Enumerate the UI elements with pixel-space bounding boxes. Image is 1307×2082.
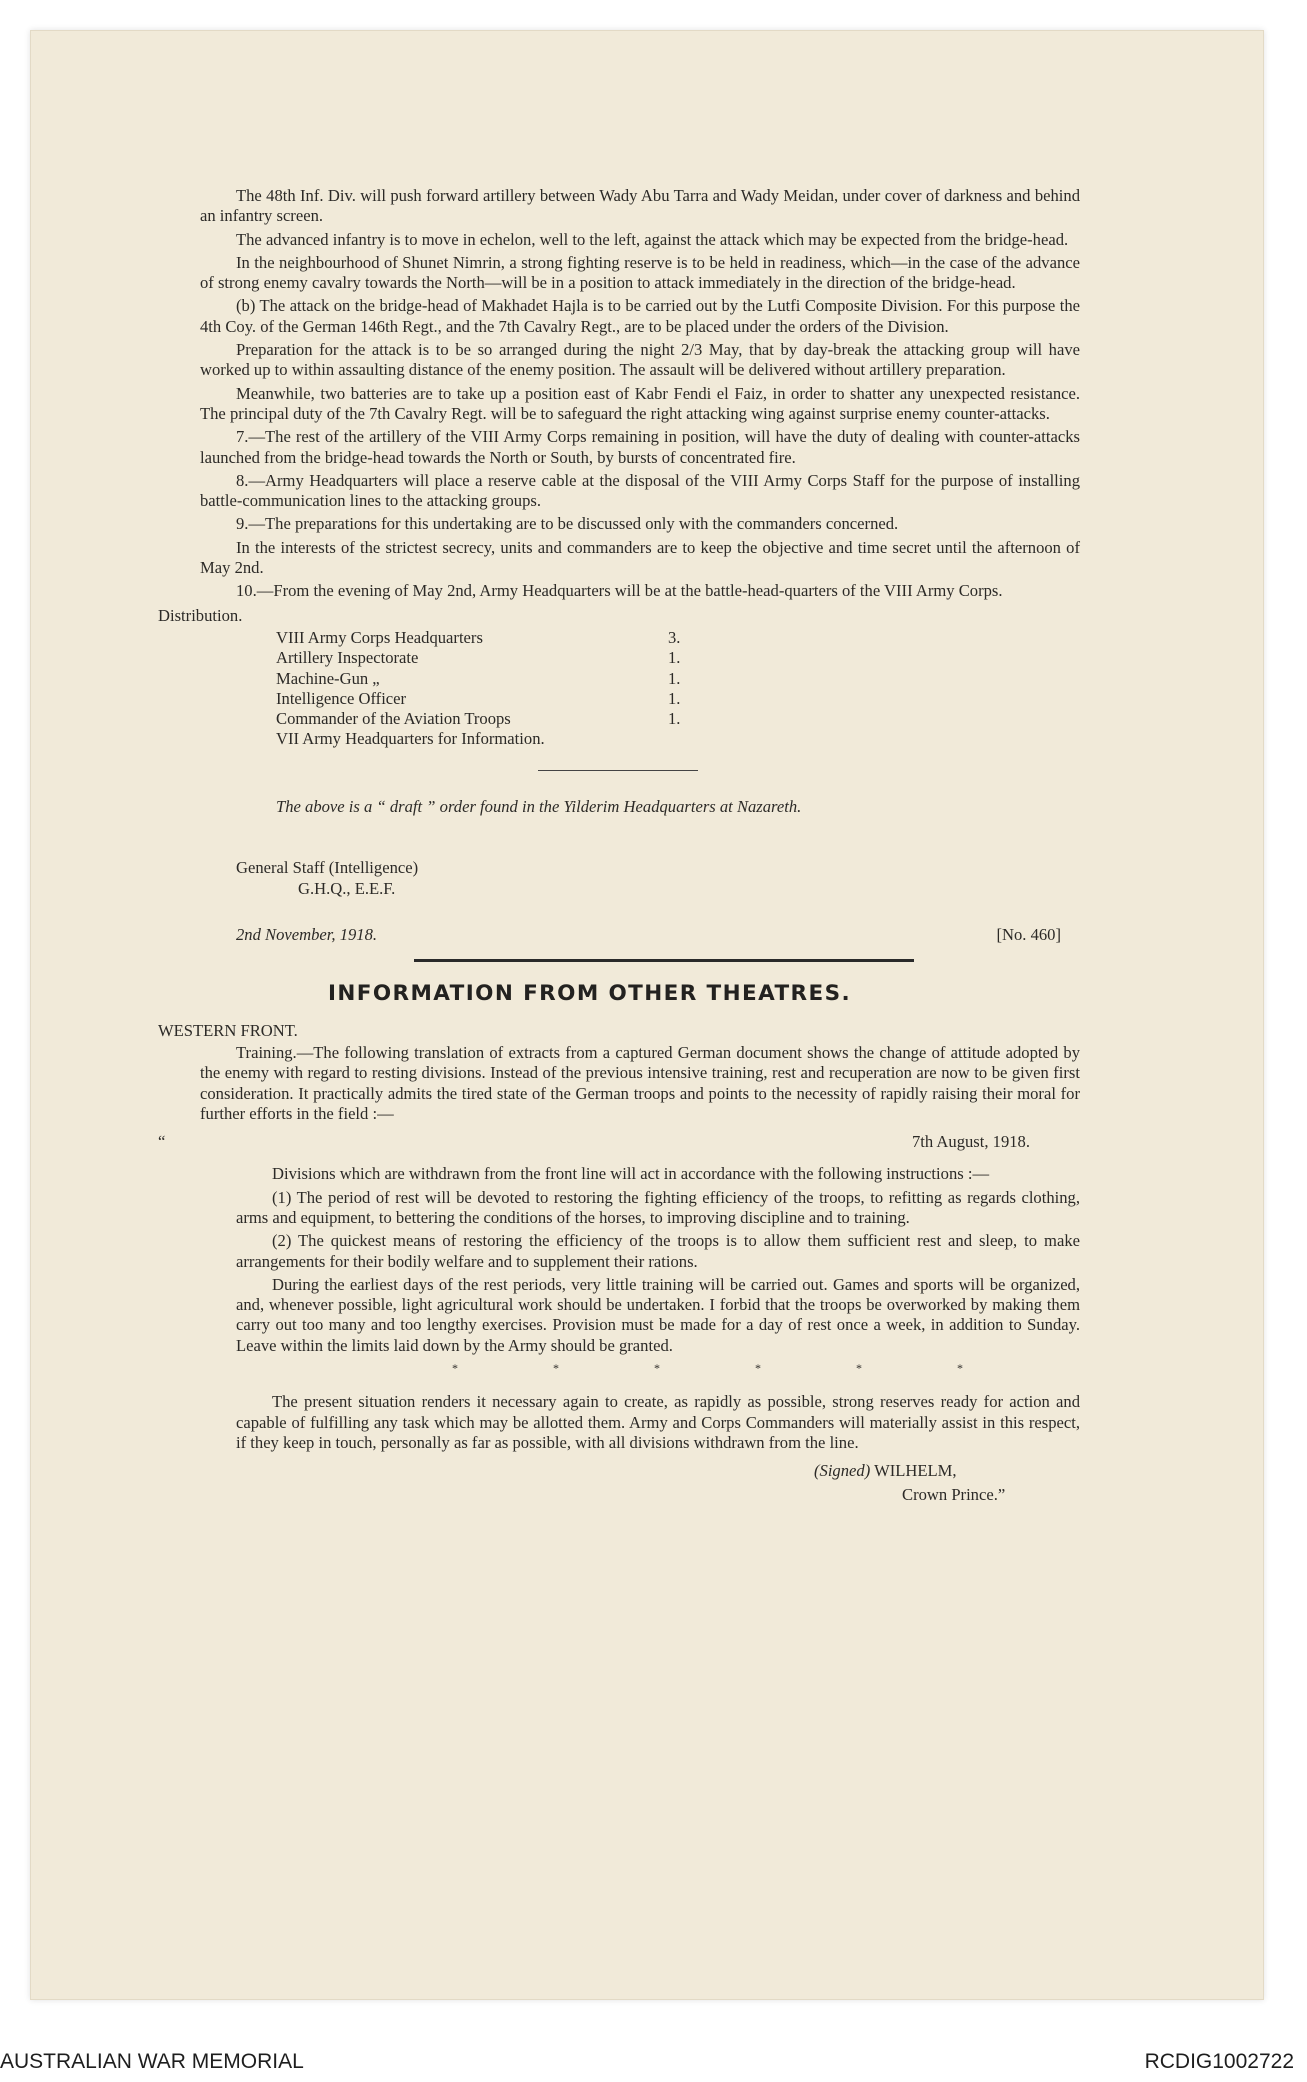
paragraph: The advanced infantry is to move in echelon, well to the left, against the attack which may be expected from the bridge-head.: [236, 229, 1069, 249]
general-staff-block: [236, 857, 1080, 899]
paragraph: The 48th Inf. Div. will push forward artillery between Wady Abu Tarra and Wady Meidan, under cover of darkness and behind an infantry screen.: [200, 186, 1080, 226]
issue-date: 2nd November, 1918.: [236, 925, 378, 945]
heading-rule: [414, 959, 914, 962]
distribution-label: Distribution.: [158, 605, 243, 625]
document-body: [158, 186, 1080, 1507]
distribution-row: [276, 669, 776, 689]
footer-right: RCDIG1002722: [1144, 2050, 1294, 2073]
ghq-line: G.H.Q., E.E.F.: [298, 879, 396, 899]
quoted-order: [236, 1164, 1080, 1507]
general-staff-line: General Staff (Intelligence): [236, 858, 419, 878]
distribution-row: [276, 628, 776, 648]
distribution-name: Artillery Inspectorate: [276, 648, 419, 668]
paragraph: (b) The attack on the bridge-head of Makhadet Hajla is to be carried out by the Lutfi Composite Division. For this purpose the 4th Coy. of the German 146th Regt., and the 7th Cavalry Regt., are to be placed under the orders of the Division.: [200, 296, 1080, 336]
quote-paragraph: (2) The quickest means of restoring the efficiency of the troops is to allow them sufficient rest and sleep, to make arrangements for their bodily welfare and to supplement their rations.: [236, 1231, 1080, 1271]
paragraph: 7.—The rest of the artillery of the VIII Army Corps remaining in position, will have the duty of dealing with counter-attacks launched from the bridge-head towards the North or South, by bursts of concentrated fire.: [200, 427, 1080, 467]
distribution-name: VIII Army Corps Headquarters: [276, 627, 483, 647]
paragraph: In the neighbourhood of Shunet Nimrin, a strong fighting reserve is to be held in readiness, which—in the case of the advance of strong enemy cavalry towards the North—will be in a position to attack immediately in the direction of the bridge-head.: [200, 252, 1080, 293]
paragraph: Preparation for the attack is to be so arranged during the night 2/3 May, that by day-break the attacking group will have worked up to within assaulting distance of the enemy position. The assault will be delivered without artillery preparation.: [200, 340, 1080, 380]
paragraph: Meanwhile, two batteries are to take up a position east of Kabr Fendi el Faiz, in order to shatter any unexpected resistance. The principal duty of the 7th Cavalry Regt. will be to safeguard the right attacking wing against surprise enemy counter-attacks.: [200, 383, 1080, 423]
paragraph: 8.—Army Headquarters will place a reserve cable at the disposal of the VIII Army Corps Staff for the purpose of installing battle-communication lines to the attacking groups.: [200, 470, 1080, 511]
issue-number: [No. 460]: [996, 925, 1061, 945]
distribution-row: [276, 729, 776, 749]
signature-block: [814, 1459, 1080, 1507]
distribution-name: VII Army Headquarters for Information.: [276, 729, 545, 749]
quote-paragraph: (1) The period of rest will be devoted to restoring the fighting efficiency of the troops, to refitting as regards clothing, arms and equipment, to bettering the conditions of the horses, to improving discipline and to training.: [236, 1187, 1080, 1227]
distribution-count: 1.: [668, 648, 681, 668]
footer-left: AUSTRALIAN WAR MEMORIAL: [0, 2050, 304, 2073]
open-quote: “: [158, 1132, 166, 1152]
draft-note: The above is a “ draft ” order found in the Yilderim Headquarters at Nazareth.: [276, 796, 802, 816]
distribution-count: 1.: [668, 709, 681, 729]
final-paragraph: The present situation renders it necessary again to create, as rapidly as possible, strong reserves ready for action and capable of fulfilling any task which may be allotted them. Army and Corps Commanders will materially assist in this respect, if they keep in touch, personally as far as possible, with all divisions withdrawn from the line.: [236, 1392, 1080, 1452]
dateline: [236, 925, 1061, 945]
paragraph: In the interests of the strictest secrecy, units and commanders are to keep the objective and time secret until the afternoon of May 2nd.: [200, 537, 1080, 578]
ellipsis-stars: * * * * * *: [452, 1361, 1009, 1376]
quote-paragraph: Divisions which are withdrawn from the front line will act in accordance with the following instructions :—: [272, 1164, 990, 1184]
distribution-count: 3.: [668, 627, 681, 647]
quote-date: 7th August, 1918.: [911, 1132, 1030, 1152]
paragraph: 9.—The preparations for this undertaking are to be discussed only with the commanders concerned.: [236, 514, 899, 534]
distribution-row: [276, 709, 776, 729]
signatory-title: Crown Prince.”: [902, 1485, 1006, 1505]
distribution-name: Intelligence Officer: [276, 688, 407, 708]
separator-rule: [538, 770, 698, 771]
distribution-count: [739, 729, 776, 749]
distribution-row: [276, 689, 776, 709]
signed-label: (Signed): [814, 1461, 871, 1481]
quote-dateline: [158, 1132, 1070, 1152]
quote-paragraph: During the earliest days of the rest periods, very little training will be carried out. Games and sports will be organized, and, whenever possible, light agricultural work should be undertaken. I forbid that the troops be overworked by making them carry out too many and too lengthy exercises. Provision must be made for a day of rest once a week, in addition to Sunday. Leave within the limits laid down by the Army should be granted.: [236, 1274, 1080, 1355]
distribution-name: Commander of the Aviation Troops: [276, 709, 511, 729]
distribution-count: 1.: [668, 688, 681, 708]
distribution-name: Machine-Gun „: [276, 668, 380, 688]
distribution-list: [276, 628, 776, 750]
signatory-name: WILHELM,: [874, 1461, 957, 1481]
western-front-label: WESTERN FRONT.: [158, 1020, 298, 1040]
section-heading: INFORMATION FROM OTHER THEATRES.: [328, 981, 852, 1007]
training-paragraph: Training.—The following translation of extracts from a captured German document shows the change of attitude adopted by the enemy with regard to resting divisions. Instead of the previous intensive training, rest and recuperation are now to be given first consideration. It practically admits the tired state of the German troops and points to the necessity of rapidly raising their moral for further efforts in the field :—: [200, 1042, 1080, 1123]
distribution-row: [276, 648, 776, 668]
paragraph: 10.—From the evening of May 2nd, Army Headquarters will be at the battle-head-quarters of the VIII Army Corps.: [236, 581, 1003, 601]
distribution-count: 1.: [668, 668, 681, 688]
